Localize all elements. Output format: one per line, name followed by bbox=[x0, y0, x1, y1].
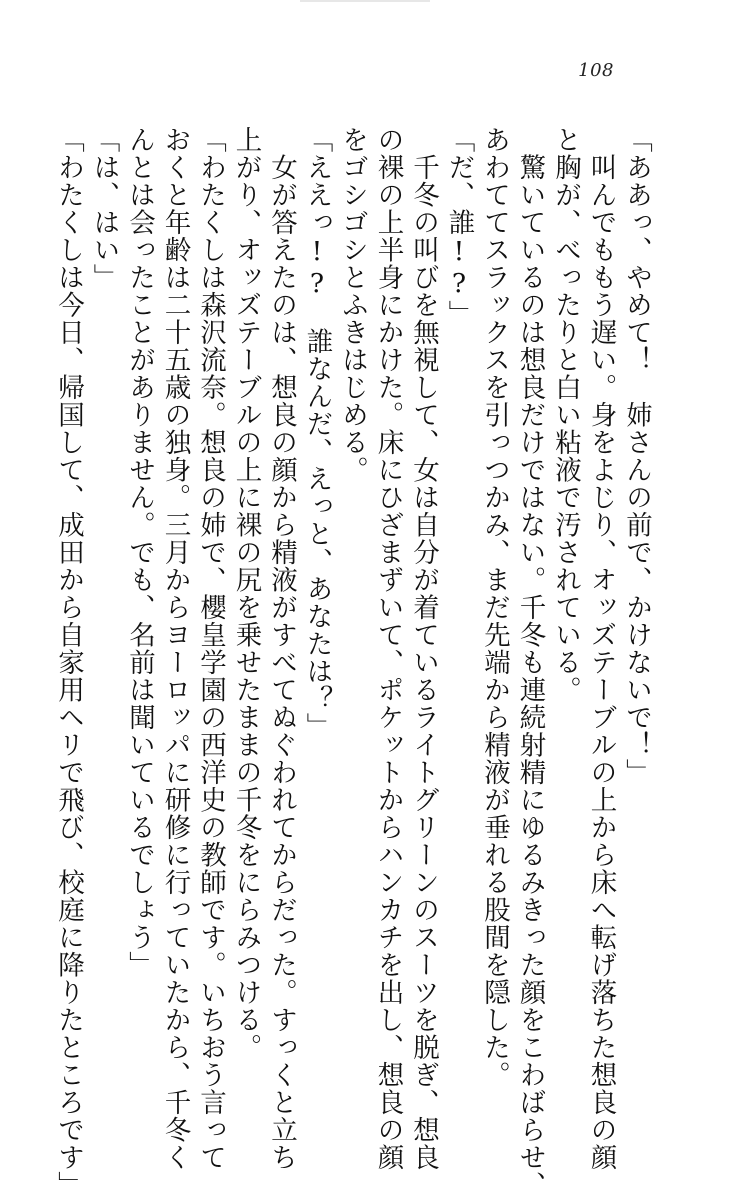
top-edge-mark bbox=[300, 0, 430, 10]
text-line: をゴシゴシとふきはじめる。 bbox=[337, 126, 368, 484]
text-line: おくと年齢は二十五歳の独身。三月からヨーロッパに研修に行っていたから、千冬く bbox=[159, 126, 191, 1171]
text-line: んとは会ったことがありません。でも、名前は聞いているでしょう」 bbox=[124, 126, 155, 979]
page-number: 108 bbox=[578, 60, 614, 81]
text-line: 驚いているのは想良だけではない。千冬も連続射精にゆるみきった顔をこわばらせ、 bbox=[514, 126, 546, 1199]
vertical-text-block bbox=[53, 126, 654, 1199]
text-line: あわててスラックスを引っつかみ、まだ先端から精液が垂れる股間を隠した。 bbox=[479, 126, 510, 1089]
text-line: 「ああっ、やめて！ 姉さんの前で、かけないで！」 bbox=[621, 126, 652, 786]
text-line: 「ええっ!? 誰なんだ、えっと、あなたは？」 bbox=[301, 126, 333, 740]
text-line: の裸の上半身にかけた。床にひざまずいて、ポケットからハンカチを出し、想良の顔 bbox=[372, 126, 404, 1171]
text-line: 上がり、オッズテーブルの上に裸の尻を乗せたままの千冬をにらみつける。 bbox=[230, 126, 262, 1061]
text-line: 「は、はい」 bbox=[88, 126, 120, 291]
text-line: 「わたくしは森沢流奈。想良の姉で、櫻皇学園の西洋史の教師です。いちおう言って bbox=[195, 126, 226, 1171]
text-line: 千冬の叫びを無視して、女は自分が着ているライトグリーンのスーツを脱ぎ、想良 bbox=[408, 126, 439, 1171]
text-line: と胸が、べったりと白い粘液で汚されている。 bbox=[550, 126, 581, 704]
text-line: 女が答えたのは、想良の顔から精液がすべてぬぐわれてからだった。すっくと立ち bbox=[266, 126, 297, 1171]
text-line: 「わたくしは今日、帰国して、成田から自家用ヘリで飛び、校庭に降りたところです」 bbox=[53, 126, 84, 1199]
text-line: 叫んでももう遅い。身をよじり、オッズテーブルの上から床へ転げ落ちた想良の顔 bbox=[585, 126, 617, 1171]
text-line: 「だ、誰!?」 bbox=[443, 126, 475, 328]
